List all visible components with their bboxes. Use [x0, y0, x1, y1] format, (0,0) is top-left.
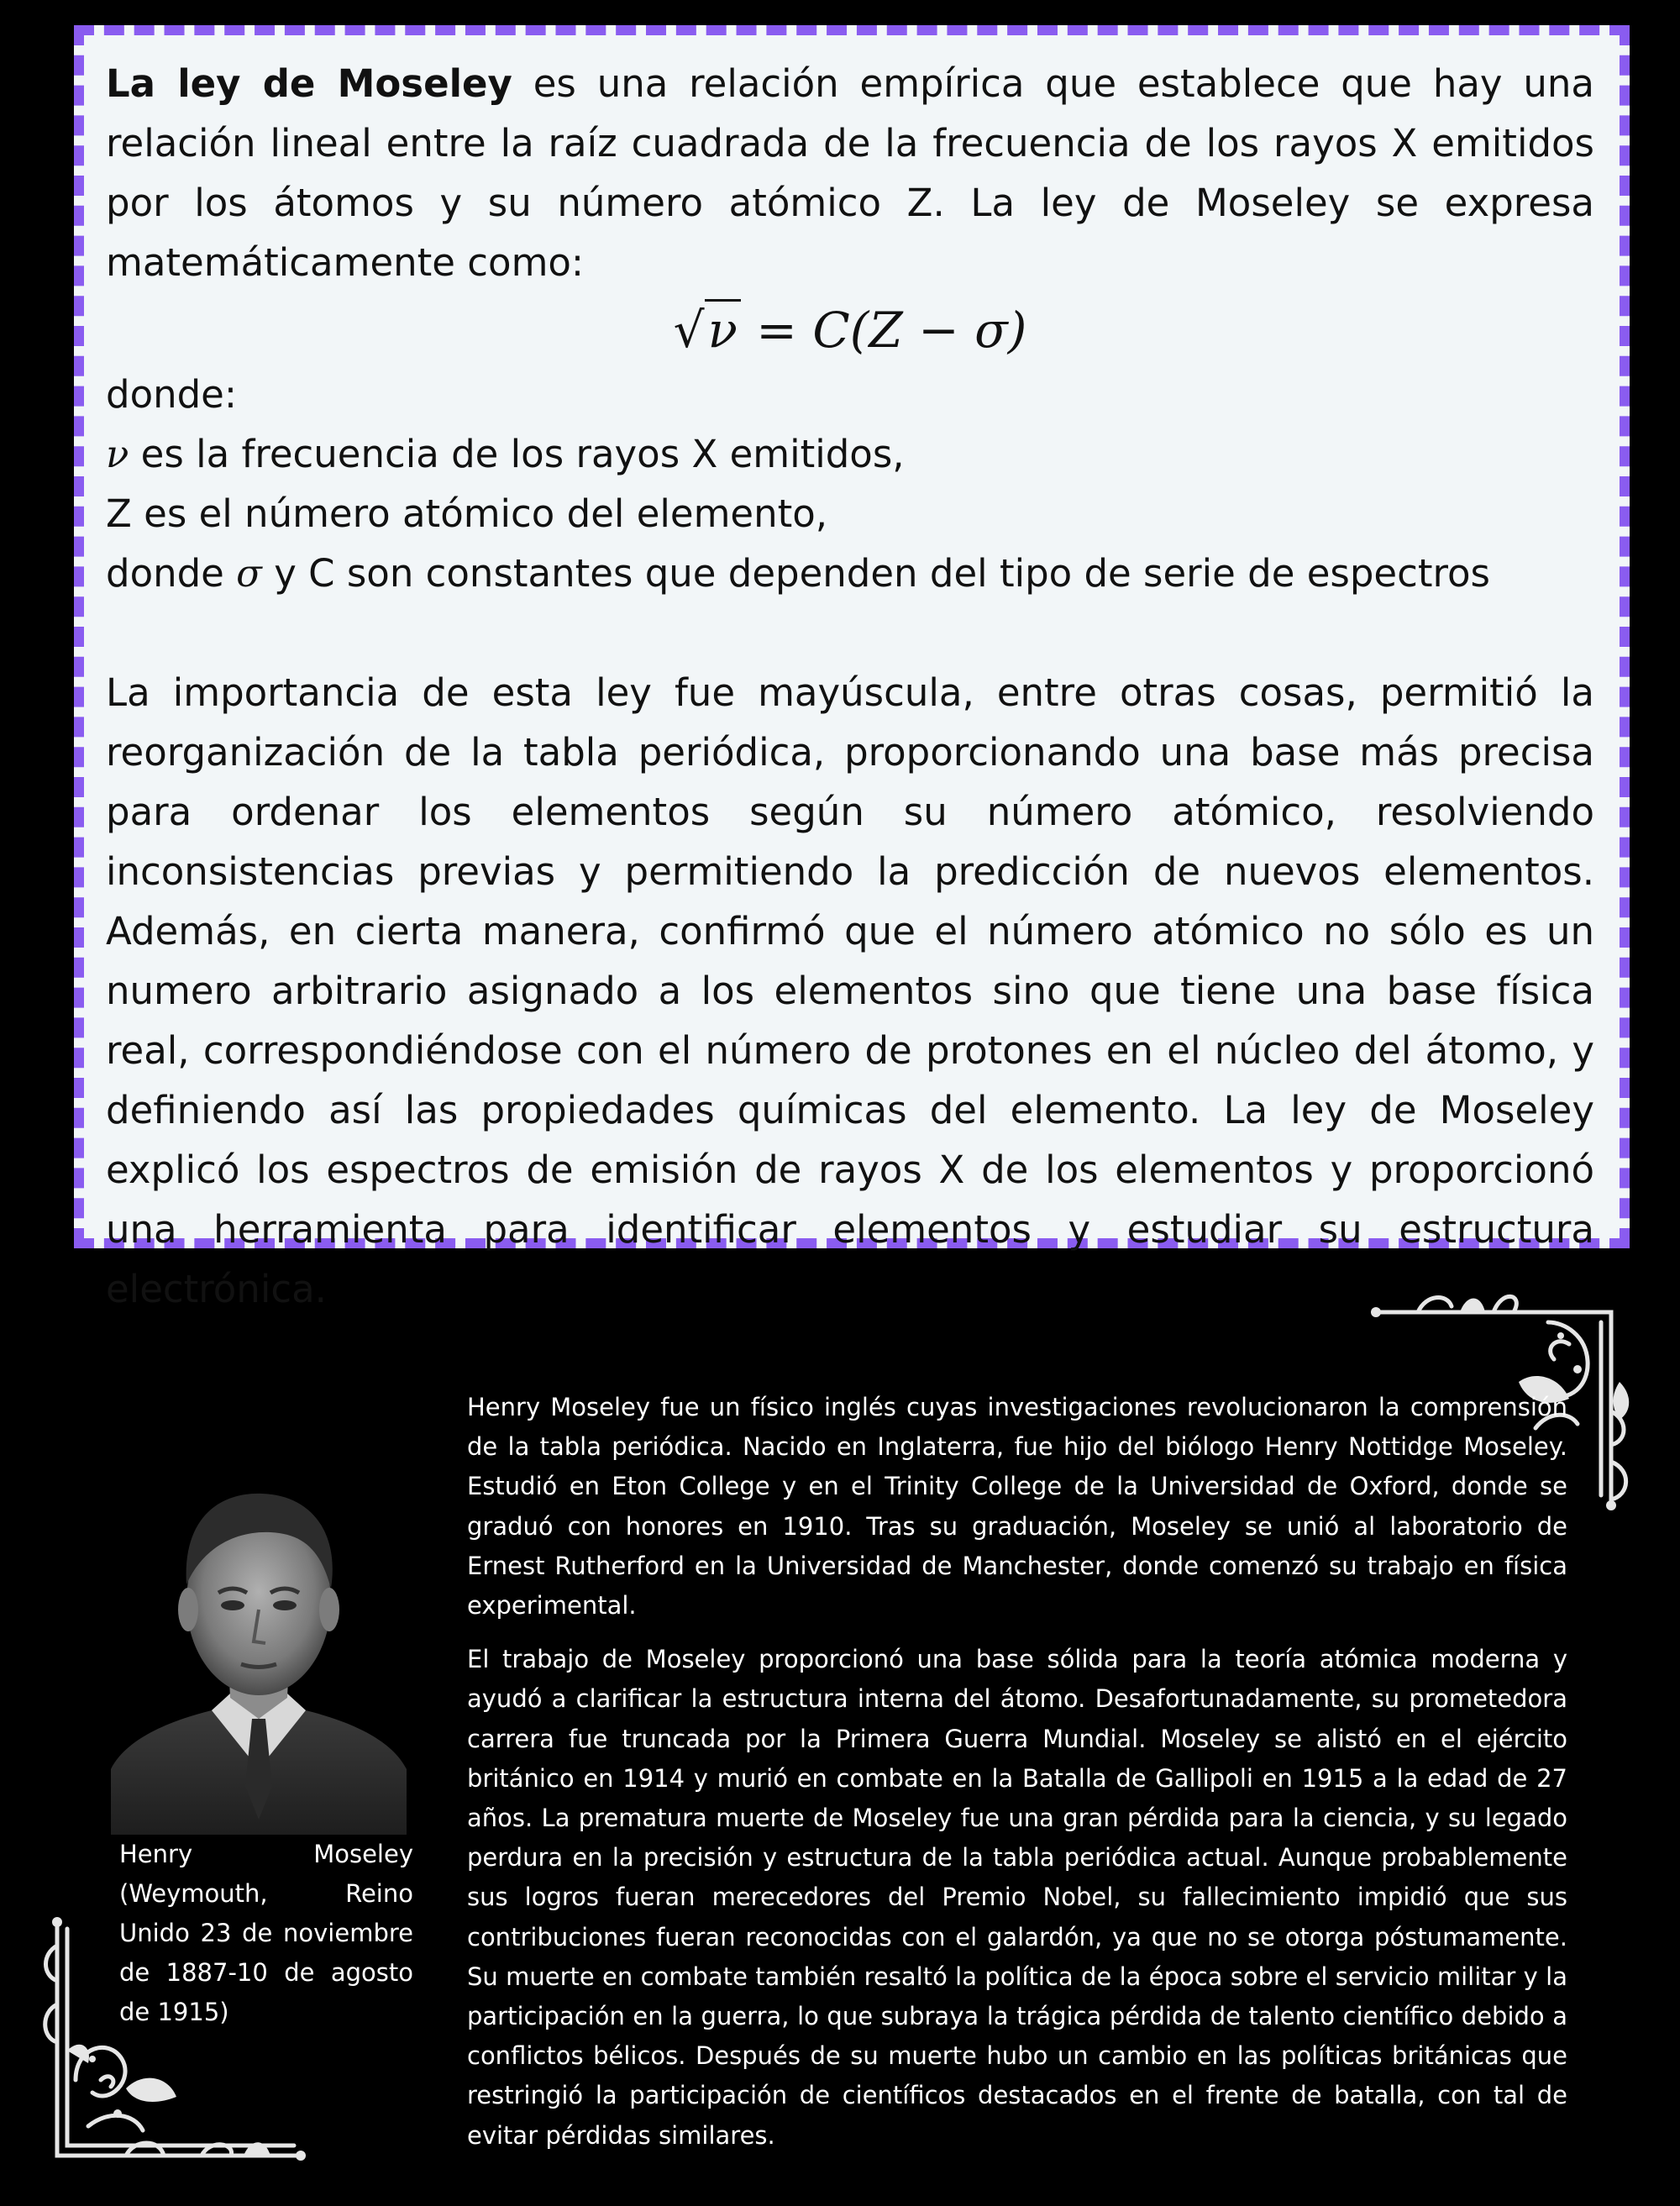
ornamental-corner-icon — [42, 1912, 311, 2172]
moseley-law-box — [74, 25, 1630, 1311]
biography — [467, 1388, 1567, 2156]
definition-sigma-text: y C son constantes que dependen del tipo de serie de espectros — [261, 551, 1490, 596]
intro-text: es una relación empírica que establece que hay una relación lineal entre la raíz cuadrada de la frecuencia de los rayos X emitidos por los átomos y su número atómico Z. La ley de Moseley se expresa matemáticamente como: — [106, 61, 1594, 285]
photo-caption: Henry Moseley (Weymouth, Reino Unido 23 de noviembre de 1887-10 de agosto de 1915) — [119, 1840, 413, 2026]
definition-sigma-prefix: donde — [106, 551, 237, 596]
donde-label: donde: — [106, 372, 238, 417]
importance-paragraph: La importancia de esta ley fue mayúscula, entre otras cosas, permitió la reorganización de la tabla periódica, proporcionando una base más precisa para ordenar los elementos según su número atómico, resolviendo inconsistencias previas y permitiendo la predicción de nuevos elementos. Además, en cierta manera, confirmó que el número atómico no sólo es un numero arbitrario asignado a los elementos sino que tiene una base física real, correspondiéndose con el número de protones en el núcleo del átomo, y definiendo así las propiedades químicas del elemento. La ley de Moseley explicó los espectros de emisión de rayos X de los elementos y proporcionó una herramienta para identificar elementos y estudiar su estructura electrónica. — [106, 670, 1594, 1311]
moseley-formula: √ν = C(Z − σ) — [106, 291, 1594, 370]
sigma-symbol: σ — [236, 551, 262, 596]
formula-nu: ν — [705, 299, 741, 359]
intro-title: La ley de Moseley — [106, 61, 512, 106]
definition-sigma — [106, 544, 1594, 603]
intro-paragraph — [106, 54, 1594, 292]
definition-z: Z es el número atómico del elemento, — [106, 491, 828, 536]
bio-paragraph-1: Henry Moseley fue un físico inglés cuyas investigaciones revolucionaron la comprensión de la tabla periódica. Nacido en Inglaterra, fue hijo del biólogo Henry Nottidge Moseley. Estudió en Eton College y en el Trinity College de la Universidad de Oxford, donde se graduó con honores en 1910. Tras su graduación, Moseley se unió al laboratorio de Ernest Rutherford en la Universidad de Manchester, donde comenzó su trabajo en física experimental. — [467, 1393, 1567, 1620]
formula-rhs: = C(Z − σ) — [740, 302, 1027, 359]
portrait-photo — [111, 1467, 407, 1835]
definition-nu — [106, 424, 1594, 484]
bio-paragraph-2: El trabajo de Moseley proporcionó una base sólida para la teoría atómica moderna y ayudó a clarificar la estructura interna del átomo. Desafortunadamente, su prometedora carrera fue truncada por la Primera Guerra Mundial. Moseley se alistó en el ejército británico en 1914 y murió en combate en la Batalla de Gallipoli en 1915 a la edad de 27 años. La prematura muerte de Moseley fue una gran pérdida para la ciencia, y su legado perdura en la precisión y estructura de la tabla periódica actual. Aunque probablemente sus logros fueran merecedores del Premio Nobel, su fallecimiento impidió que sus contribuciones fueran reconocidas con el galardón, ya que no se otorga póstumamente. Su muerte en combate también resaltó la política de la época sobre el servicio militar y la participación en la guerra, lo que subraya la trágica pérdida de talento científico debido a conflictos bélicos. Después de su muerte hubo un cambio en las políticas británicas que restringió la participación de científicos destacados en el frente de batalla, con tal de evitar pérdidas similares. — [467, 1645, 1567, 2150]
nu-symbol: ν — [106, 432, 129, 476]
definition-nu-text: es la frecuencia de los rayos X emitidos, — [129, 432, 905, 476]
